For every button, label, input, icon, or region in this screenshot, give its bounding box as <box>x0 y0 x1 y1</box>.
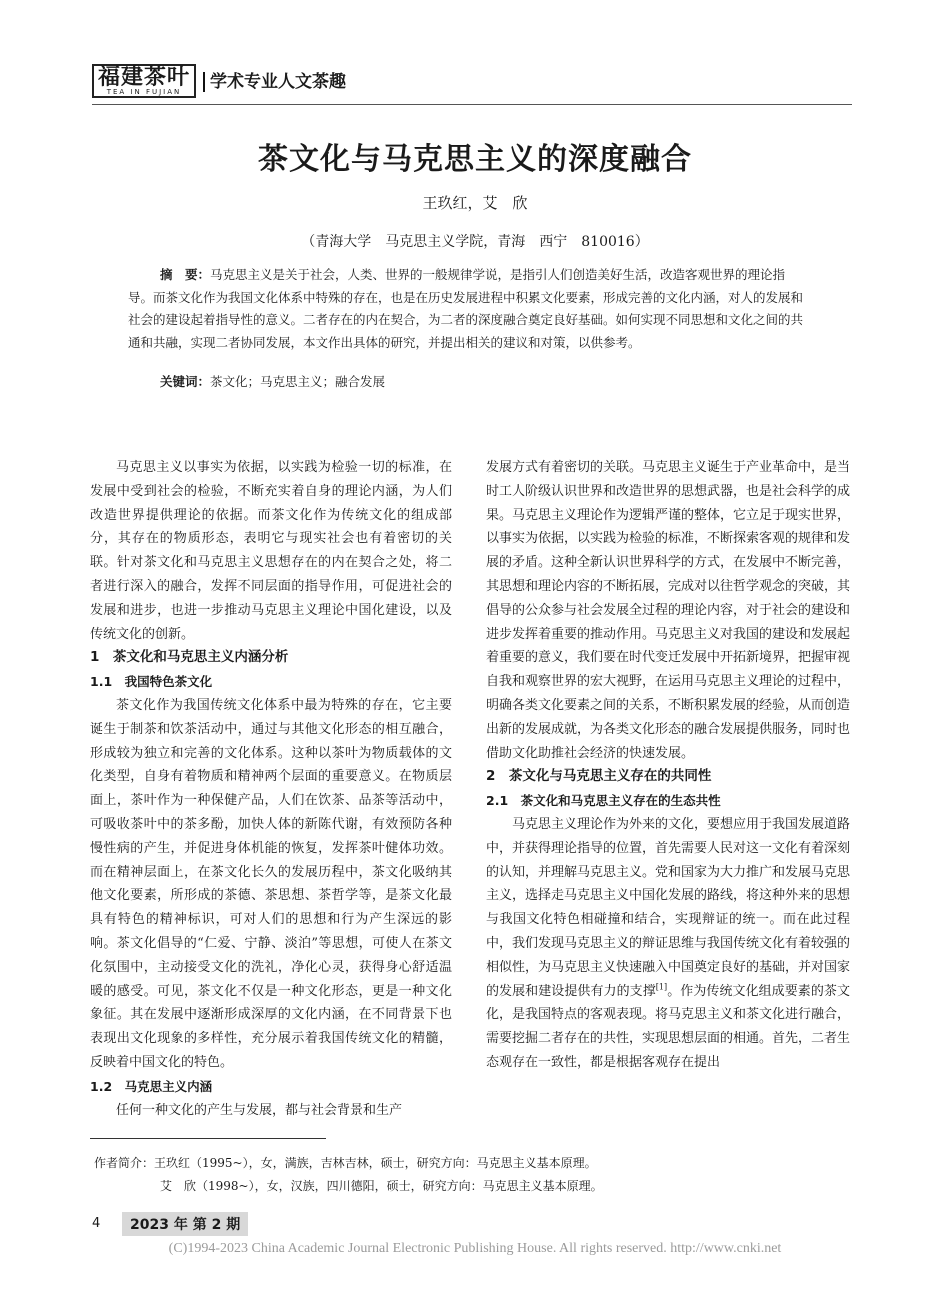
paragraph-text: 马克思主义理论作为外来的文化，要想应用于我国发展道路中，并获得理论指导的位置，首先需要人民对这一文化有着深刻的认知，并理解马克思主义。党和国家为大力推广和发展马克思主义，选择走马克思主义中国化发展的路线，将这种外来的思想与我国文化特色相碰撞和结合，实现辩证的统一。而在此过程中，我们发现马克思主义的辩证思维与我国传统文化有着较强的相似性，为马克思主义快速融入中国奠定良好的基础，并对国家的发展和建设提供有力的支撑 <box>486 816 851 999</box>
paragraph: 马克思主义以事实为依据，以实践为检验一切的标准，在发展中受到社会的检验，不断充实着自身的理论内涵，为人们改造世界提供理论的依据。而茶文化作为传统文化的组成部分，其存在的物质形态，表明它与现实社会也有着密切的关联。针对茶文化和马克思主义思想存在的内在契合之处，将二者进行深入的融合，发挥不同层面的指导作用，可促进社会的发展和进步，也进一步推动马克思主义理论中国化建设，以及传统文化的创新。 <box>90 460 452 642</box>
section-heading: 1 茶文化和马克思主义内涵分析 <box>90 649 289 666</box>
paragraph-text: 。作为传统文化组成要素的茶文化，是我国特点的客观表现。将马克思主义和茶文化进行融合，需要挖掘二者存在的共性，实现思想层面的相通。首先，二者生态观存在一致性，都是根据客观存在提出 <box>486 983 851 1070</box>
subsection-heading: 2.1 茶文化和马克思主义存在的生态共性 <box>486 793 721 809</box>
paragraph: 发展方式有着密切的关联。马克思主义诞生于产业革命中，是当时工人阶级认识世界和改造世界的思想武器，也是社会科学的成果。马克思主义理论作为逻辑严谨的整体，它立足于现实世界，以事实为依据，以实践为检验的标准，不断探索客观的规律和发展的矛盾。这种全新认识世界科学的方式，在发展中不断完善，其思想和理论内容的不断拓展，完成对以往哲学观念的突破，其倡导的公众参与社会发展全过程的理论内容，对于社会的建设和进步发挥着重要的推动作用。马克思主义对我国的建设和发展起着重要的意义，我们要在时代变迁发展中开拓新境界，把握审视自我和观察世界的宏大视野，在运用马克思主义理论的过程中，明确各类文化要素之间的关系，不断积累发展的经验，从而创造出新的发展成就，为各类文化形态的融合发展提供服务，同时也借助文化助推社会经济的快速发展。 <box>486 460 851 761</box>
journal-tagline: 学术专业人文茶趣 <box>210 72 346 92</box>
journal-header <box>92 64 852 104</box>
section-heading: 2 茶文化与马克思主义存在的共同性 <box>486 768 712 785</box>
logo-text: 福建茶叶 <box>97 64 190 90</box>
logo-subtext: TEA IN FUJIAN <box>106 88 182 96</box>
abstract <box>128 264 804 354</box>
keywords-label: 关键词： <box>160 374 211 389</box>
subsection-heading: 1.1 我国特色茶文化 <box>90 674 213 690</box>
reference-marker[interactable]: [1] <box>655 982 668 992</box>
copyright-notice: (C)1994-2023 China Academic Journal Electronic Publishing House. All rights reserved. http://www.cnki.net <box>168 1241 782 1256</box>
keywords <box>160 371 385 393</box>
abstract-label: 摘 要： <box>160 267 211 282</box>
paragraph: 茶文化作为我国传统文化体系中最为特殊的存在，它主要诞生于制茶和饮茶活动中，通过与其他文化形态的相互融合，形成较为独立和完善的文化体系。这种以茶叶为物质载体的文化类型，自身有着物质和精神两个层面的重要意义。在物质层面上，茶叶作为一种保健产品，人们在饮茶、品茶等活动中，可吸收茶叶中的茶多酚，加快人体的新陈代谢，有效预防各种慢性病的产生，并促进身体机能的恢复，发挥茶叶健体功效。而在精神层面上，在茶文化长久的发展历程中，茶文化吸纳其他文化要素，所形成的茶德、茶思想、茶哲学等，是茶文化最具有特色的精神标识，可对人们的思想和行为产生深远的影响。茶文化倡导的“仁爱、宁静、淡泊”等思想，可使人在茶文化氛围中，主动接受文化的洗礼，净化心灵，获得身心舒适温暖的感受。可见，茶文化不仅是一种文化形态，更是一种文化象征。其在发展中逐渐形成深厚的文化内涵，在不同背景下也表现出文化现象的多样性，充分展示着我国传统文化的精髓，反映着中国文化的特色。 <box>90 697 452 1070</box>
issue-badge: 2023 年 第 2 期 <box>122 1212 248 1236</box>
footnote-line: 艾 欣（1998~），女，汉族，四川德阳，硕士，研究方向：马克思主义基本原理。 <box>160 1179 603 1193</box>
footnote-rule <box>90 1138 326 1139</box>
paragraph <box>486 813 850 1075</box>
keywords-text: 茶文化；马克思主义；融合发展 <box>210 374 386 389</box>
header-rule <box>92 104 852 105</box>
abstract-text: 马克思主义是关于社会，人类、世界的一般规律学说，是指引人们创造美好生活，改造客观世界的理论指导。而茶文化作为我国文化体系中特殊的存在，也是在历史发展进程中积累文化要素，形成完善的文化内涵，对人的发展和社会的建设起着指导性的意义。二者存在的内在契合，为二者的深度融合奠定良好基础。如何实现不同思想和文化之间的共通和共融，实现二者协同发展，本文作出具体的研究，并提出相关的建议和对策，以供参考。 <box>128 267 804 350</box>
footnote-line: 作者简介：王玖红（1995~），女，满族，吉林吉林，硕士，研究方向：马克思主义基本原理。 <box>94 1156 597 1170</box>
paragraph: 任何一种文化的产生与发展，都与社会背景和生产 <box>116 1102 403 1118</box>
right-column <box>486 456 850 1075</box>
article-affiliation: （青海大学 马克思主义学院，青海 西宁 810016） <box>301 234 649 250</box>
author-footnote <box>94 1152 603 1198</box>
subsection-heading: 1.2 马克思主义内涵 <box>90 1078 213 1094</box>
article-authors: 王玖红，艾 欣 <box>422 194 528 212</box>
header-divider <box>203 72 205 92</box>
left-column <box>90 456 452 1122</box>
page-number: 4 <box>92 1216 101 1231</box>
journal-logo <box>92 64 196 98</box>
article-title: 茶文化与马克思主义的深度融合 <box>258 142 692 177</box>
